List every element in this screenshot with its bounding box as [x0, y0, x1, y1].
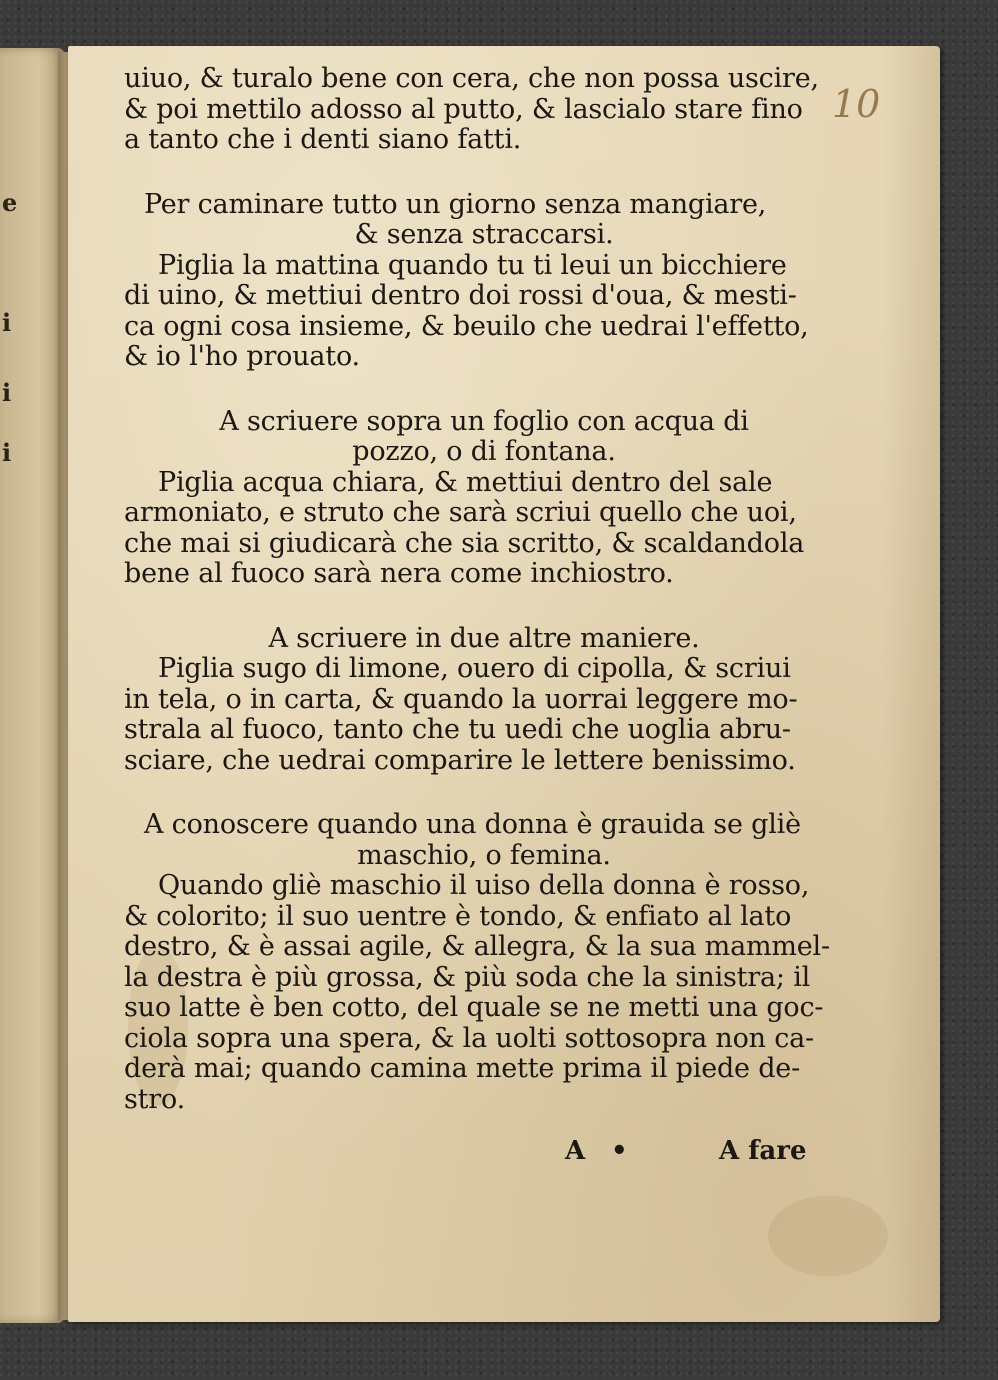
text-line: ciola sopra una spera, & la uolti sottosopra non ca-: [124, 1022, 814, 1054]
text-line: Piglia acqua chiara, & mettiui dentro del sale: [158, 466, 773, 498]
text-line: in tela, o in carta, & quando la uorrai leggere mo-: [124, 683, 798, 715]
left-page-fragment: e: [2, 188, 18, 217]
text-line: bene al fuoco sarà nera come inchiostro.: [124, 558, 674, 589]
text-line: pozzo, o di fontana.: [352, 436, 616, 467]
text-line: & poi mettilo adosso al putto, & lascialo stare fino: [124, 93, 803, 125]
left-page-edge: [0, 48, 64, 1323]
text-line: ca ogni cosa insieme, & beuilo che uedrai l'effetto,: [124, 310, 809, 342]
text-line: di uino, & mettiui dentro doi rossi d'oua, & mesti-: [124, 280, 797, 311]
text-line: sciare, che uedrai comparire le lettere benissimo.: [124, 744, 796, 776]
left-page-fragment: i: [2, 378, 12, 407]
section-gap: [124, 373, 844, 407]
section-gap: [124, 590, 844, 624]
text-line: maschio, o femina.: [357, 839, 611, 871]
text-line: & io l'ho prouato.: [124, 341, 360, 372]
text-line: strala al fuoco, tanto che tu uedi che uoglia abru-: [124, 714, 791, 745]
left-page-fragment: i: [2, 438, 12, 467]
folio-number: 10: [832, 82, 881, 126]
text-line: A conoscere quando una donna è grauida se gliè: [144, 809, 801, 840]
text-line: Piglia la mattina quando tu ti leui un bicchiere: [158, 249, 787, 281]
page-footer: [565, 1136, 825, 1172]
text-line: Quando gliè maschio il uiso della donna è rosso,: [158, 870, 810, 901]
text-line: a tanto che i denti siano fatti.: [124, 124, 522, 155]
text-line: & colorito; il suo uentre è tondo, & enfiato al lato: [124, 900, 792, 932]
text-line: & senza straccarsi.: [354, 219, 614, 250]
text-line: la destra è più grossa, & più soda che la sinistra; il: [124, 961, 811, 993]
text-line: destro, & è assai agile, & allegra, & la sua mammel-: [124, 931, 830, 962]
text-line: A scriuere in due altre maniere.: [268, 622, 700, 654]
text-line: uiuo, & turalo bene con cera, che non possa uscire,: [124, 63, 819, 94]
text-line: che mai si giudicarà che sia scritto, & scaldandola: [124, 527, 805, 559]
text-line: derà mai; quando camina mette prima il piede de-: [124, 1053, 800, 1084]
text-line: Per caminare tutto un giorno senza mangiare,: [144, 188, 767, 220]
text-line: armoniato, e struto che sarà scriui quello che uoi,: [124, 497, 797, 528]
text-line: stro.: [124, 1083, 185, 1115]
text-line: Piglia sugo di limone, ouero di cipolla, & scriui: [158, 653, 791, 684]
page-text: [124, 64, 844, 1115]
signature-mark: A: [565, 1136, 586, 1166]
left-page-fragment: i: [2, 308, 12, 337]
section-gap: [124, 156, 844, 190]
catchword: A fare: [719, 1136, 807, 1166]
page-edge-shading: [882, 46, 940, 1322]
signature-ornament: •: [611, 1136, 628, 1166]
text-line: suo latte è ben cotto, del quale se ne metti una goc-: [124, 992, 824, 1023]
text-line: A scriuere sopra un foglio con acqua di: [219, 405, 749, 437]
paper-stain: [768, 1196, 888, 1276]
section-gap: [124, 776, 844, 810]
